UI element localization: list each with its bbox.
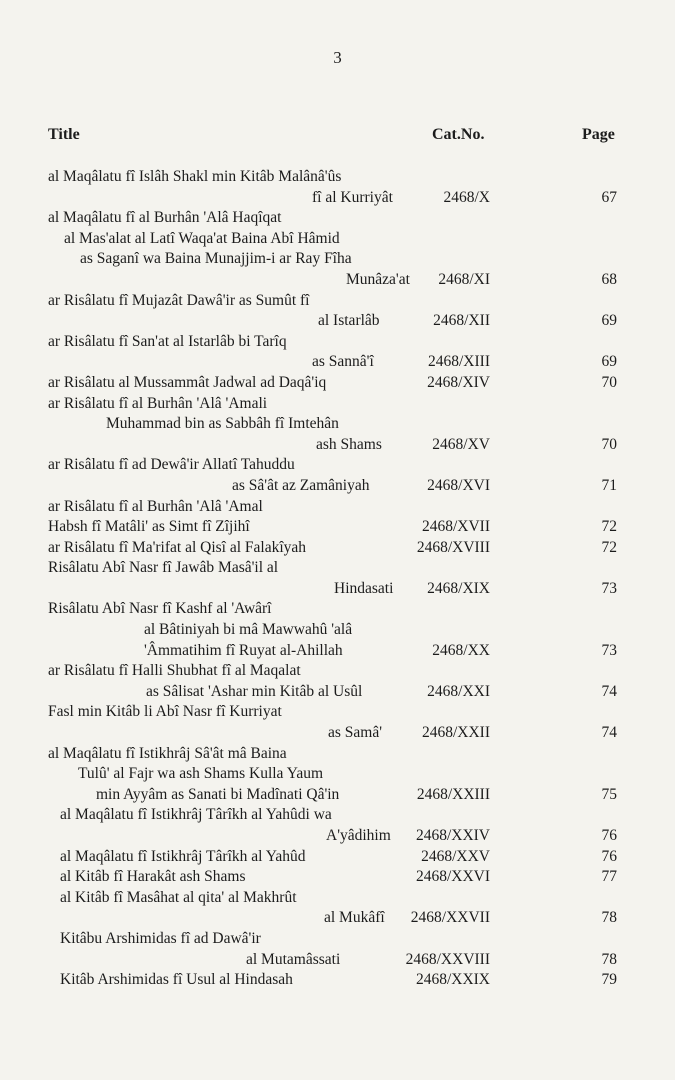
table-row	[0, 271, 675, 292]
row-page: 76	[601, 827, 617, 844]
table-row	[0, 909, 675, 930]
row-page: 73	[601, 579, 617, 597]
row-cat-no: 2468/XXVIII	[405, 950, 490, 968]
row-cat-no: 2468/XXIX	[415, 971, 490, 989]
row-cat-no: 2468/XX	[432, 641, 490, 659]
table-row	[0, 889, 675, 910]
row-page: 72	[601, 518, 617, 536]
row-title: al Mas'alat al Latî Waqa'at Baina Abî Hâmid	[64, 229, 340, 247]
row-title: Kitâbu Arshimidas fî ad Dawâ'ir	[60, 929, 261, 947]
table-row	[0, 353, 675, 374]
row-title: as Sannâ'î	[312, 353, 374, 371]
row-title: min Ayyâm as Sanati bi Madînati Qâ'in	[96, 785, 340, 803]
row-cat-no: 2468/XVIII	[416, 538, 490, 556]
table-row	[0, 498, 675, 519]
row-page: 76	[601, 847, 617, 865]
table-row	[0, 745, 675, 766]
table-row	[0, 971, 675, 992]
row-cat-no: 2468/XXII	[421, 724, 490, 742]
row-title: ar Risâlatu fî al Burhân 'Alâ 'Amal	[48, 497, 263, 515]
table-row	[0, 374, 675, 395]
header-cat-no: Cat.No.	[432, 126, 485, 143]
row-title: fî al Kurriyât	[312, 188, 393, 206]
table-row	[0, 518, 675, 539]
row-title: ar Risâlatu fî al Burhân 'Alâ 'Amali	[48, 394, 268, 412]
table-row	[0, 724, 675, 745]
row-title: Habsh fî Matâli' as Simt fî Zîjihî	[48, 518, 250, 536]
row-page: 70	[601, 373, 617, 391]
catalogue-list	[0, 168, 675, 992]
table-row	[0, 250, 675, 271]
row-title: al Kitâb fî Masâhat al qita' al Makhrût	[60, 888, 297, 906]
row-cat-no: 2468/XXIV	[415, 827, 490, 844]
table-row	[0, 415, 675, 436]
row-page: 68	[601, 270, 617, 288]
row-page: 70	[601, 435, 617, 453]
row-title: ar Risâlatu fî Ma'rifat al Qisî al Falakîyah	[48, 538, 307, 556]
row-title: al Mutamâssati	[246, 950, 341, 968]
row-page: 74	[601, 724, 617, 742]
row-title: Muhammad bin as Sabbâh fî Imtehân	[106, 415, 339, 433]
table-row	[0, 436, 675, 457]
row-title: ar Risâlatu fî Mujazât Dawâ'ir as Sumût fî	[48, 291, 310, 309]
table-row	[0, 456, 675, 477]
row-title: as Sâlisat 'Ashar min Kitâb al Usûl	[146, 682, 363, 700]
row-page: 69	[601, 312, 617, 330]
row-title: Risâlatu Abî Nasr fî Kashf al 'Awârî	[48, 600, 272, 618]
row-cat-no: 2468/XV	[432, 435, 490, 453]
table-row	[0, 559, 675, 580]
table-row	[0, 642, 675, 663]
row-title: ar Risâlatu fî Halli Shubhat fî al Maqalat	[48, 662, 301, 680]
table-row	[0, 806, 675, 827]
row-cat-no: 2468/XII	[433, 312, 490, 330]
table-row	[0, 848, 675, 869]
table-row	[0, 683, 675, 704]
row-page: 72	[601, 538, 617, 556]
row-page: 78	[601, 950, 617, 968]
table-row	[0, 395, 675, 416]
table-header	[0, 126, 675, 148]
row-title: Risâlatu Abî Nasr fî Jawâb Masâ'il al	[48, 559, 279, 577]
row-page: 78	[601, 909, 617, 927]
header-title: Title	[48, 126, 80, 143]
table-row	[0, 477, 675, 498]
row-title: ar Risâlatu fî San'at al Istarlâb bi Tarîq	[48, 332, 287, 350]
table-row	[0, 621, 675, 642]
row-title: al Maqâlatu fî Istikhrâj Târîkh al Yahûd	[60, 847, 306, 865]
header-page: Page	[582, 126, 615, 143]
row-cat-no: 2468/XIV	[427, 373, 490, 391]
row-title: ar Risâlatu fî ad Dewâ'ir Allatî Tahuddu	[48, 456, 295, 474]
row-page: 67	[601, 188, 617, 206]
row-page: 69	[601, 353, 617, 371]
table-row	[0, 868, 675, 889]
row-title: as Saganî wa Baina Munajjim-i ar Ray Fîha	[80, 250, 352, 268]
table-row	[0, 765, 675, 786]
row-cat-no: 2468/XXVI	[415, 868, 490, 886]
table-row	[0, 930, 675, 951]
row-cat-no: 2468/XIII	[428, 353, 490, 371]
table-row	[0, 189, 675, 210]
row-cat-no: 2468/XXI	[427, 682, 490, 700]
row-page: 74	[601, 682, 617, 700]
row-cat-no: 2468/XVI	[427, 476, 490, 494]
row-title: as Samâ'	[328, 724, 383, 742]
table-row	[0, 333, 675, 354]
row-title: Tulû' al Fajr wa ash Shams Kulla Yaum	[78, 765, 324, 783]
row-page: 73	[601, 641, 617, 659]
row-cat-no: 2468/XVII	[421, 518, 490, 536]
row-title: ar Risâlatu al Mussammât Jadwal ad Daqâ'iq	[48, 373, 327, 391]
row-title: al Bâtiniyah bi mâ Mawwahû 'alâ	[144, 621, 353, 639]
table-row	[0, 703, 675, 724]
row-title: al Mukâfî	[324, 909, 385, 927]
table-row	[0, 168, 675, 189]
table-row	[0, 580, 675, 601]
row-page: 77	[601, 868, 617, 886]
row-title: al Istarlâb	[318, 312, 380, 330]
row-title: al Maqâlatu fî Istikhrâj Târîkh al Yahûdi wa	[60, 806, 332, 824]
row-page: 75	[601, 785, 617, 803]
row-title: al Maqâlatu fî Islâh Shakl min Kitâb Malânâ'ûs	[48, 168, 342, 185]
row-title: ash Shams	[316, 435, 382, 453]
row-title: A'yâdihim	[326, 827, 391, 844]
row-cat-no: 2468/XIX	[427, 579, 490, 597]
table-row	[0, 827, 675, 848]
row-title: 'Âmmatihim fî Ruyat al-Ahillah	[144, 641, 343, 659]
row-title: al Maqâlatu fî al Burhân 'Alâ Haqîqat	[48, 209, 282, 227]
table-row	[0, 662, 675, 683]
row-title: Kitâb Arshimidas fî Usul al Hindasah	[60, 971, 293, 989]
row-page: 71	[601, 476, 617, 494]
page-number: 3	[333, 48, 342, 67]
table-row	[0, 539, 675, 560]
table-row	[0, 230, 675, 251]
row-title: al Maqâlatu fî Istikhrâj Sâ'ât mâ Baina	[48, 744, 287, 762]
row-title: al Kitâb fî Harakât ash Shams	[60, 868, 246, 886]
table-row	[0, 600, 675, 621]
row-page: 79	[601, 971, 617, 989]
row-cat-no: 2468/X	[443, 188, 490, 206]
table-row	[0, 209, 675, 230]
row-title: Munâza'at	[346, 270, 410, 288]
row-title: Hindasati	[334, 579, 394, 597]
table-row	[0, 786, 675, 807]
table-row	[0, 292, 675, 313]
row-title: Fasl min Kitâb li Abî Nasr fî Kurriyat	[48, 703, 282, 721]
table-row	[0, 951, 675, 972]
row-cat-no: 2468/XI	[438, 270, 490, 288]
row-cat-no: 2468/XXV	[421, 847, 490, 865]
table-row	[0, 312, 675, 333]
row-cat-no: 2468/XXIII	[416, 785, 490, 803]
row-cat-no: 2468/XXVII	[410, 909, 490, 927]
row-title: as Sâ'ât az Zamâniyah	[232, 476, 370, 494]
